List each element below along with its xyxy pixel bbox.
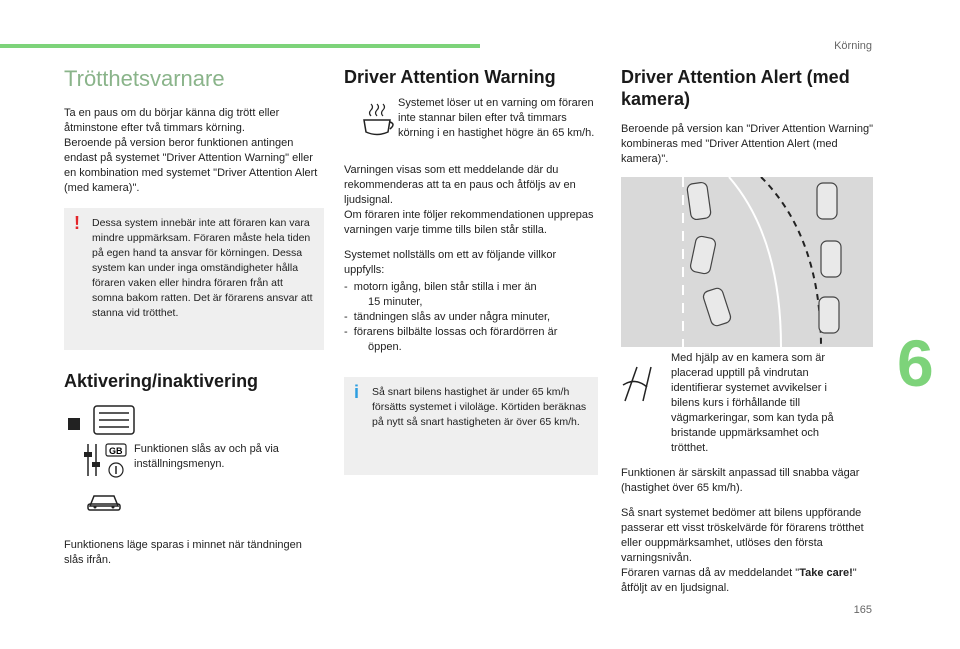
warning-box xyxy=(64,208,324,350)
info-icon: i xyxy=(354,382,360,402)
dat-paragraph-2 xyxy=(344,163,598,238)
section-label: Körning xyxy=(834,40,872,52)
camera-row xyxy=(621,352,875,466)
camera-text: Med hjälp av en kamera som är placerad upptill på vindrutan identifierar systemet avvikelser i bilens kurs i förhållande till vägmarkeringar, som kan tyda på bristande uppmärksamhet och trötthet. xyxy=(671,352,834,454)
warning-text: Dessa system innebär inte att föraren kan vara mindre uppmärksam. Föraren måste hela tiden på egen hand ta ansvar för körningen. Dessa system kan under inga omständigheter hålla föraren vaken eller hindra föraren från att somna bakom ratten. Det är förarens ansvar att stanna vid trötthet. xyxy=(92,217,313,319)
activation-text: Funktionen slås av och på via inställningsmenyn. xyxy=(134,443,279,470)
activation-block xyxy=(64,404,324,524)
chapter-tab-number: 6 xyxy=(897,326,934,400)
daa-paragraph-2: Funktionen är särskilt anpassad till snabba vägar (hastighet över 65 km/h). xyxy=(621,467,860,494)
list-item-sub: 15 minuter, xyxy=(368,296,423,308)
column-fatigue xyxy=(64,60,324,578)
exclamation-icon: ! xyxy=(74,213,80,233)
road-illustration xyxy=(621,177,873,347)
top-accent-bar xyxy=(0,44,480,48)
car-icon xyxy=(86,490,122,514)
daa-paragraph-4-pre: Föraren varnas då av meddelandet " xyxy=(621,567,800,579)
badge-gb-text: GB xyxy=(109,446,123,456)
settings-sliders-icon xyxy=(82,442,128,480)
page-title: Trötthetsvarnare xyxy=(64,66,225,91)
take-care-message: Take care! xyxy=(799,567,853,579)
dat-paragraph-1: Systemet löser ut en varning om föraren inte stannar bilen efter två timmars körning i en hastighet högre än 65 km/h. xyxy=(398,97,595,139)
page-number: 165 xyxy=(853,604,872,616)
daa-heading: Driver Attention Alert (med kamera) xyxy=(621,67,850,109)
list-item xyxy=(344,310,598,325)
daa-paragraph-3 xyxy=(621,506,875,596)
memory-text: Funktionens läge sparas i minnet när tändningen slås ifrån. xyxy=(64,539,302,566)
list-item xyxy=(344,325,598,355)
dat-paragraph-4: Systemet nollställs om ett av följande villkor uppfylls: xyxy=(344,249,557,276)
info-text: Så snart bilens hastighet är under 65 km/h försätts systemet i viloläge. Körtiden beräknas på nytt så snart hastigheten är över 65 km/h. xyxy=(372,386,587,428)
intro-paragraph xyxy=(64,106,324,196)
intro-text: Ta en paus om du börjar känna dig trött eller åtminstone efter två timmars körning. xyxy=(64,107,280,134)
dat-paragraph-3-text: Om föraren inte följer rekommendationen upprepas varningen varje timme tills bilen står stilla. xyxy=(344,209,594,236)
dat-heading: Driver Attention Warning xyxy=(344,67,556,87)
list-item xyxy=(344,280,598,310)
daa-paragraph-3-text: Så snart systemet bedömer att bilens uppförande passerar ett visst tröskelvärde för förarens trötthet eller ouppmärksamhet, utlöses den första varningsnivån. xyxy=(621,507,864,564)
coffee-cup-icon xyxy=(358,100,398,140)
daa-paragraph-1: Beroende på version kan "Driver Attention Warning" kombineras med "Driver Attention Alert (med kamera)". xyxy=(621,123,873,165)
list-item-lead: - förarens bilbälte lossas och förardörren är xyxy=(344,326,558,338)
list-item-lead: - tändningen slås av under några minuter, xyxy=(344,311,551,323)
reset-conditions-list xyxy=(344,280,598,355)
column-warning xyxy=(344,60,598,475)
info-box xyxy=(344,377,598,475)
column-alert xyxy=(621,60,875,606)
menu-screen-icon xyxy=(68,404,138,438)
lane-camera-icon xyxy=(621,363,655,403)
list-item-lead: - motorn igång, bilen står stilla i mer än xyxy=(344,281,537,293)
intro-text-2: Beroende på version beror funktionen antingen endast på systemet "Driver Attention Warning" eller en kombination med systemet "Driver Attention Alert (med kamera)". xyxy=(64,137,318,194)
road-lanes-drawing xyxy=(621,177,873,347)
activation-heading: Aktivering/inaktivering xyxy=(64,371,259,391)
dat-paragraph-2-text: Varningen visas som ett meddelande där du rekommenderas att ta en paus och åtföljs av en ljudsignal. xyxy=(344,164,576,206)
coffee-row xyxy=(344,97,598,151)
daa-paragraph-4-post: " åtföljt av en ljudsignal. xyxy=(621,567,857,594)
list-item-sub: öppen. xyxy=(368,341,402,353)
